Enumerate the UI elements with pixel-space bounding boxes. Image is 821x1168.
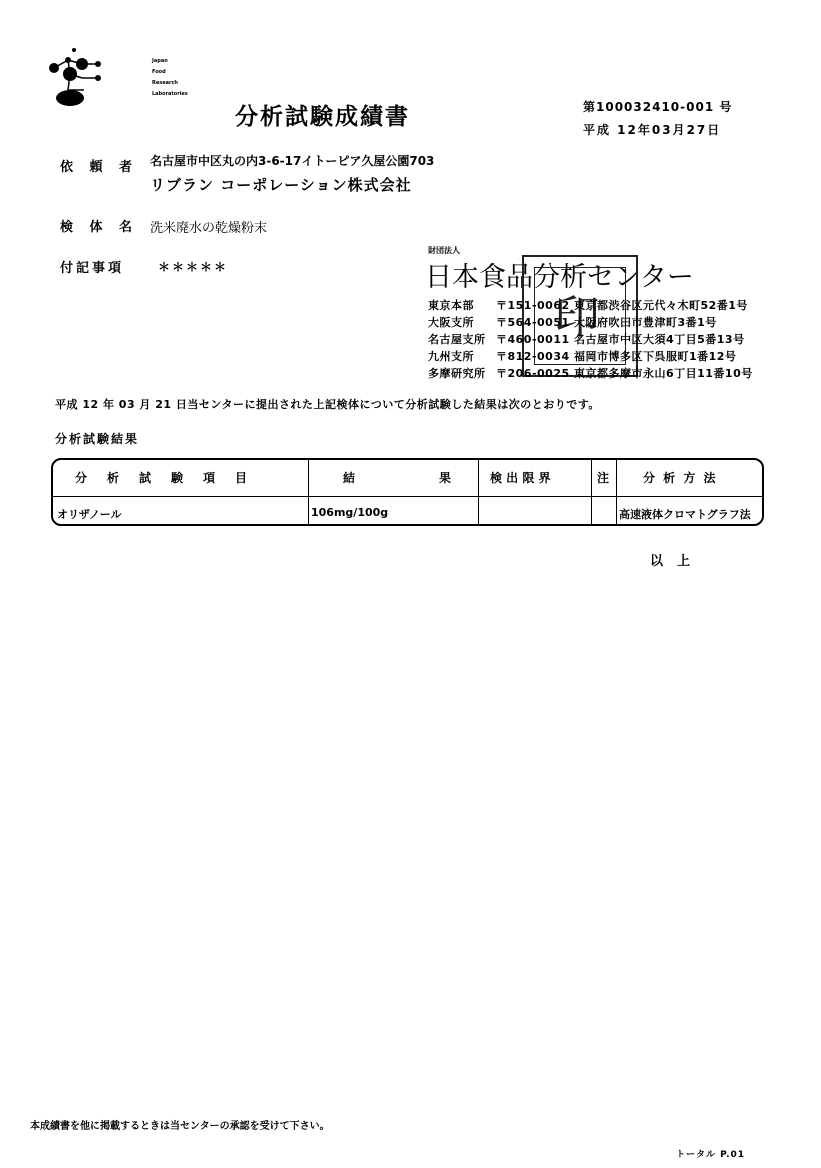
branch-address: 〒460-0011 名古屋市中区大須4丁目5番13号 [496, 333, 745, 346]
branch-address: 〒151-0062 東京都渋谷区元代々木町52番1号 [496, 299, 748, 312]
document-number: 第100032410-001 号 [583, 100, 733, 114]
branch-row [428, 314, 717, 330]
branch-name: 多摩研究所 [428, 367, 486, 380]
notes-value: ＊＊＊＊＊ [158, 260, 229, 274]
logo-line-4: Laboratories [152, 91, 188, 97]
header-test-item: 分 析 試 験 項 目 [75, 471, 252, 485]
results-table [51, 458, 764, 526]
branch-row [428, 331, 745, 347]
page-number: トータル P.01 [676, 1150, 746, 1160]
logo-line-2: Food [152, 69, 166, 75]
logo-line-1: Japan [152, 58, 168, 64]
logo-line-3: Research [152, 80, 178, 86]
client-address: 名古屋市中区丸の内3-6-17イトーピア久屋公園703 [150, 154, 435, 168]
footer-note: 本成績書を他に掲載するときは当センターの承認を受けて下さい。 [30, 1121, 330, 1132]
organization-prefix: 財団法人 [428, 246, 460, 255]
client-label: 依 頼 者 [60, 160, 139, 175]
organization-name: 日本食品分析センター [425, 262, 694, 293]
result-statement: 平成 12 年 03 月 21 日当センターに提出された上記検体について分析試験した結果は次のとおりです。 [55, 398, 600, 411]
client-company: リブラン コーポレーション株式会社 [150, 176, 412, 194]
cell-test-item: オリザノール [57, 508, 122, 521]
branch-address: 〒564-0051 大阪府吹田市豊津町3番1号 [496, 316, 717, 329]
sample-label: 検 体 名 [60, 220, 139, 235]
cell-method: 高速液体クロマトグラフ法 [619, 508, 751, 521]
table-column-divider [308, 460, 309, 524]
molecule-logo-icon [44, 46, 114, 108]
branch-row [428, 365, 753, 381]
branch-address: 〒206-0025 東京都多摩市永山6丁目11番10号 [496, 367, 753, 380]
header-note: 注 [597, 471, 610, 485]
header-result: 結 果 [343, 471, 456, 485]
branch-row [428, 348, 736, 364]
document-title: 分析試験成績書 [235, 104, 410, 130]
cell-result: 106mg/100g [311, 506, 389, 519]
branch-name: 名古屋支所 [428, 333, 486, 346]
header-detection-limit: 検 出 限 界 [490, 471, 551, 485]
branch-address: 〒812-0034 福岡市博多区下呉服町1番12号 [496, 350, 737, 363]
logo [44, 46, 188, 108]
closing-mark: 以上 [650, 554, 705, 569]
results-section-title: 分析試験結果 [55, 432, 140, 446]
notes-label: 付記事項 [60, 261, 125, 276]
header-method: 分 析 方 法 [643, 471, 718, 485]
table-header-divider [53, 496, 762, 497]
branch-name: 東京本部 [428, 299, 474, 312]
document-date: 平成 12年03月27日 [583, 123, 722, 137]
table-column-divider [478, 460, 479, 524]
sample-name: 洗米廃水の乾燥粉末 [150, 221, 268, 236]
table-column-divider [591, 460, 592, 524]
branch-row [428, 297, 748, 313]
seal-glyph: 印 [554, 290, 600, 344]
table-column-divider [616, 460, 617, 524]
branch-name: 大阪支所 [428, 316, 474, 329]
branch-name: 九州支所 [428, 350, 474, 363]
